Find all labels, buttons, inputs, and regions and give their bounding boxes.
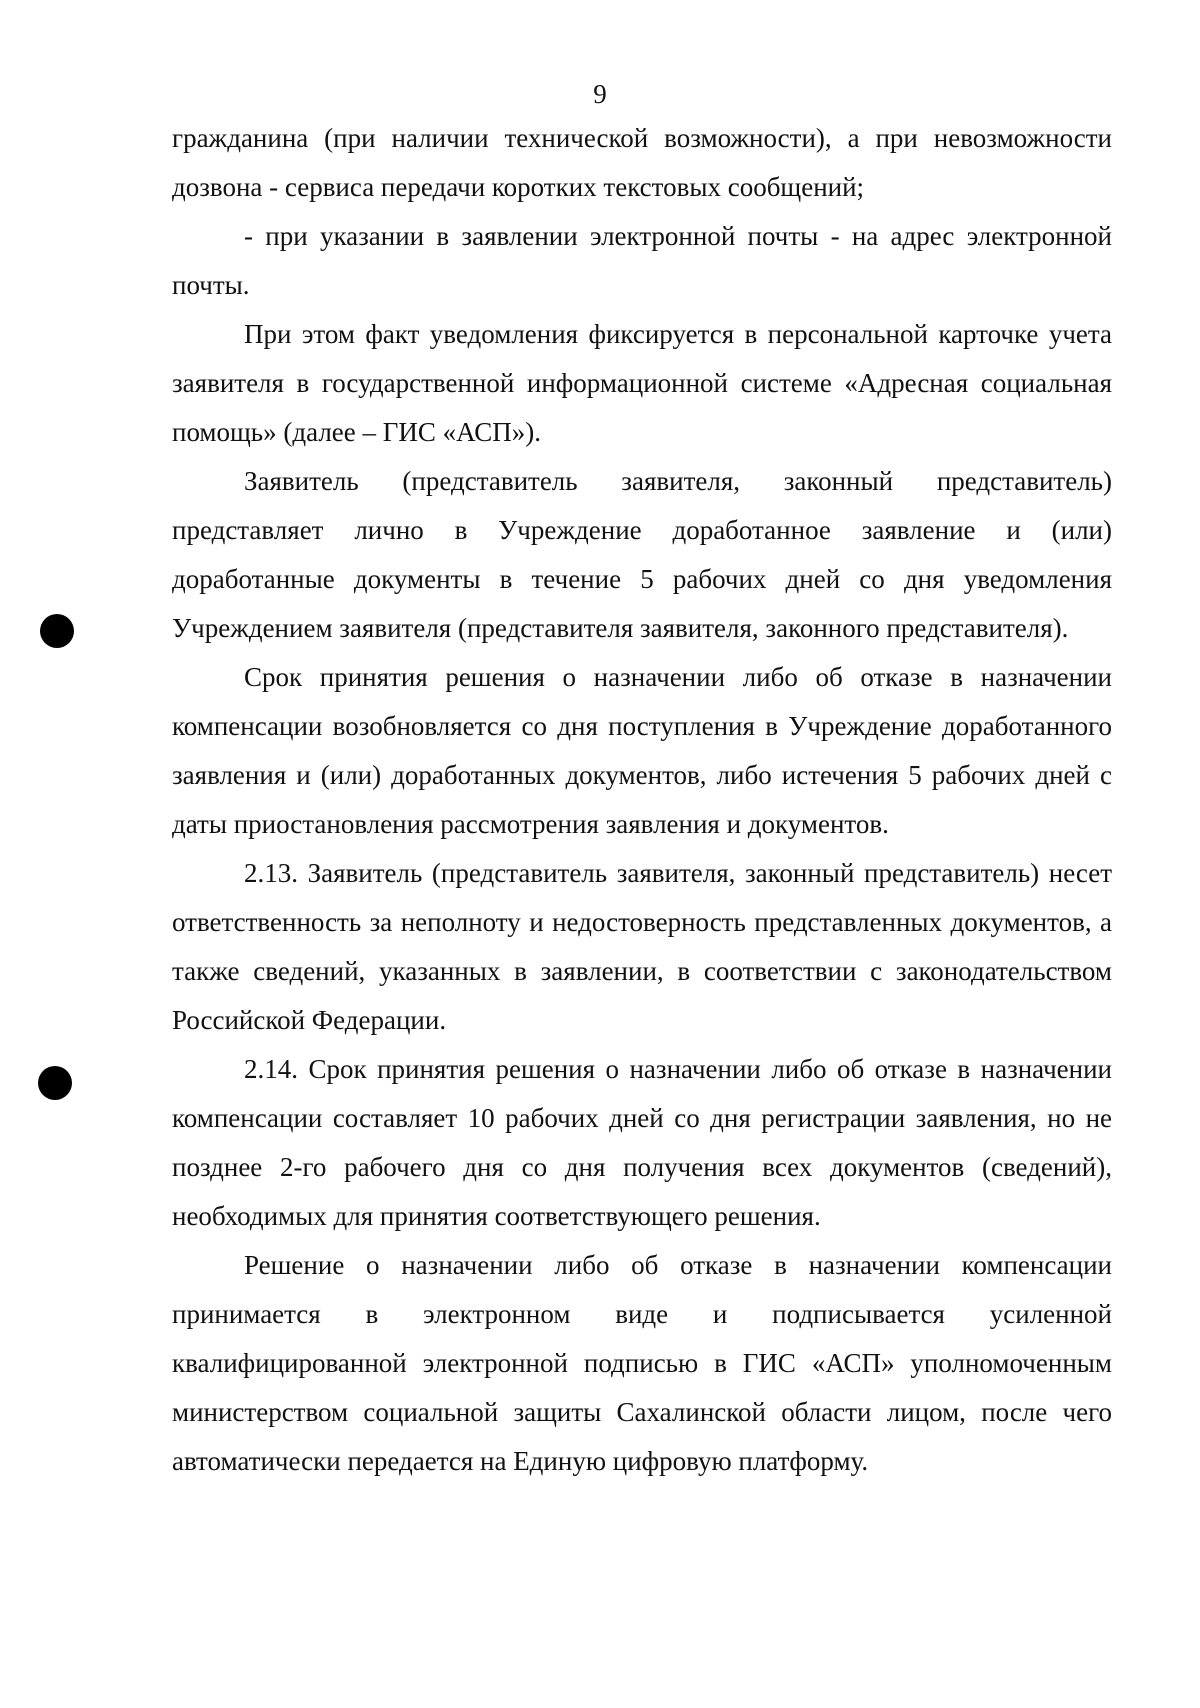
punch-hole-mark	[40, 614, 74, 648]
document-body	[172, 114, 1112, 1486]
page-number: 9	[593, 79, 607, 109]
paragraph-decision-term-resumed: Срок принятия решения о назначении либо об отказе в назначении компенсации возобновляется со дня поступления в Учреждение доработанного заявления и (или) доработанных документов, либо истечения 5 рабочих дней с даты приостановления рассмотрения заявления и документов.	[172, 662, 1112, 839]
paragraph-section-2-13: 2.13. Заявитель (представитель заявителя, законный представитель) несет ответственность за неполноту и недостоверность представленных документов, а также сведений, указанных в заявлении, в соответствии с законодательством Российской Федерации.	[172, 858, 1112, 1035]
paragraph-decision-signing: Решение о назначении либо об отказе в назначении компенсации принимается в электронном виде и подписывается усиленной квалифицированной электронной подписью в ГИС «АСП» уполномоченным министерством социальной защиты Сахалинской области лицом, после чего автоматически передается на Единую цифровую платформу.	[172, 1250, 1112, 1476]
paragraph-email-notice: - при указании в заявлении электронной почты - на адрес электронной почты.	[172, 221, 1112, 300]
paragraph-notification-record: При этом факт уведомления фиксируется в персональной карточке учета заявителя в государственной информационной системе «Адресная социальная помощь» (далее – ГИС «АСП»).	[172, 319, 1112, 447]
punch-hole-mark	[38, 1066, 72, 1100]
paragraph-section-2-14: 2.14. Срок принятия решения о назначении либо об отказе в назначении компенсации составляет 10 рабочих дней со дня регистрации заявления, но не позднее 2-го рабочего дня со дня получения всех документов (сведений), необходимых для принятия соответствующего решения.	[172, 1054, 1112, 1231]
paragraph-applicant-submission: Заявитель (представитель заявителя, законный представитель) представляет лично в Учреждение доработанное заявление и (или) доработанные документы в течение 5 рабочих дней со дня уведомления Учреждением заявителя (представителя заявителя, законного представителя).	[172, 466, 1112, 643]
paragraph-continuation: гражданина (при наличии технической возможности), а при невозможности дозвона - сервиса передачи коротких текстовых сообщений;	[172, 123, 1112, 202]
